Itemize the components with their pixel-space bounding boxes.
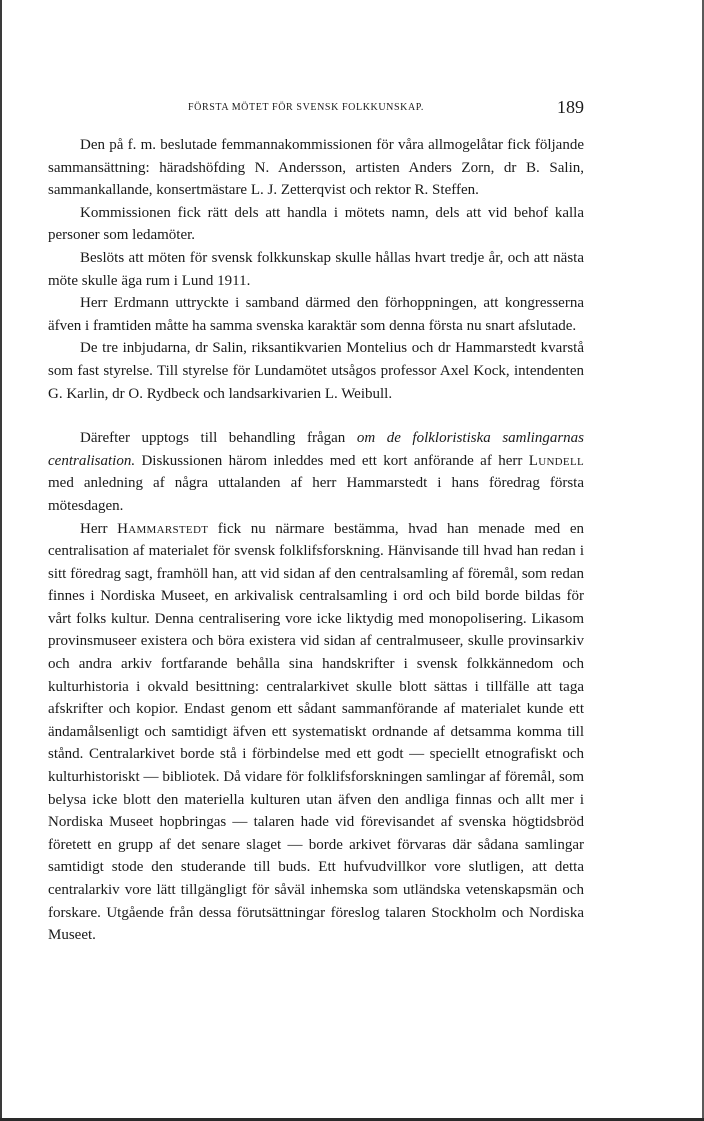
speaker-name-lundell: Lundell	[528, 452, 584, 469]
paragraph-board: De tre inbjudarna, dr Salin, riksantikvarien Montelius och dr Hammarstedt kvarstå som fast styrelse. Till styrelse för Lundamötet utsågos professor Axel Kock, intendenten G. Karlin, dr O. Rydbeck och landsarkivarien L. Weibull.	[48, 340, 584, 402]
paragraph-centralisation-question	[48, 427, 584, 517]
text-run: Därefter upptogs till behandling frågan	[80, 430, 357, 447]
page-header	[48, 97, 584, 121]
paragraph-erdmann: Herr Erdmann uttryckte i samband därmed den förhoppningen, att kongresserna äfven i framtiden måtte ha samma svenska karaktär som denna första nu snart afslutade.	[48, 295, 584, 334]
text-run: Herr	[80, 520, 118, 537]
italic-topic: om de folkloristiska samlingarnas centralisation.	[48, 430, 584, 469]
section-gap	[48, 405, 584, 427]
paragraph-commission: Den på f. m. beslutade femmannakommissionen för våra allmogelåtar fick följande sammansättning: häradshöfding N. Andersson, artisten Anders Zorn, dr B. Salin, sammankallande, konsertmästare L. J. Zetterqvist och rektor R. Steffen.	[48, 137, 584, 199]
paragraph-hammarstedt-speech	[48, 518, 584, 947]
text-run: Diskussionen härom inleddes med ett kort anförande af herr	[135, 452, 529, 469]
paragraph-commission-rights: Kommissionen fick rätt dels att handla i mötets namn, dels att vid behof kalla personer som ledamöter.	[48, 204, 584, 244]
page-body	[48, 134, 584, 947]
text-run: fick nu närmare bestämma, hvad han menade med en centralisation af materialet för svensk folklifsforskning. Hänvisande till hvad han redan i sitt föredrag sagt, framhöll han, att vid sidan af den centralsamling af föremål, som redan finnes i Nordiska Museet, en arkivalisk centralsamling i ord och bild borde bildas för vårt folks kultur. Denna centralisering vore icke liktydig med monopolisering. Likasom provinsmuseer existera och böra existera vid sidan af centralmuseer, skulle provinsarkiv och andra arkiv fortfarande behålla sina handskrifter i svensk folkkännedom och kulturhistoria i okvald besittning: centralarkivet skulle blott sättas i tillfälle att taga afskrifter och kopior. Endast genom ett sådant sammanförande af materialet kunde ett ändamålsenligt och samtidigt äfven ett systematiskt ordnande af detsamma komma till stånd. Centralarkivet borde stå i förbindelse med ett godt — speciellt etnografiskt och kulturhistoriskt — bibliotek. Då vidare för folklifsforskningen samlingar af föremål, som belysa icke blott den materiella kulturen utan äfven den andliga finnas och allt mer i Nordiska Museet hopbringas — talaren hade vid förevisandet af svenska högtidsbröd företett en grupp af det senare slaget — borde arkivet förvaras där sådana samlingar samtidigt stode den studerande till buds. Ett hufvudvillkor vore slutligen, att detta centralarkiv vore lätt tillgängligt för såväl inhemska som utländska vetenskapsmän och forskare. Utgående från dessa förutsättningar föreslog talaren Stockholm och Nordiska Museet.	[48, 520, 585, 944]
scan-edge-left	[0, 0, 2, 1121]
page-number: 189	[557, 97, 584, 117]
speaker-name-hammarstedt: Hammarstedt	[117, 520, 209, 537]
paragraph-meeting-schedule: Beslöts att möten för svensk folkkunskap skulle hållas hvart tredje år, och att nästa möte skulle äga rum i Lund 1911.	[48, 249, 584, 289]
running-head: FÖRSTA MÖTET FÖR SVENSK FOLKKUNSKAP.	[188, 102, 424, 113]
text-run: med anledning af några uttalanden af herr Hammarstedt i hans föredrag första mötesdagen.	[48, 475, 584, 514]
